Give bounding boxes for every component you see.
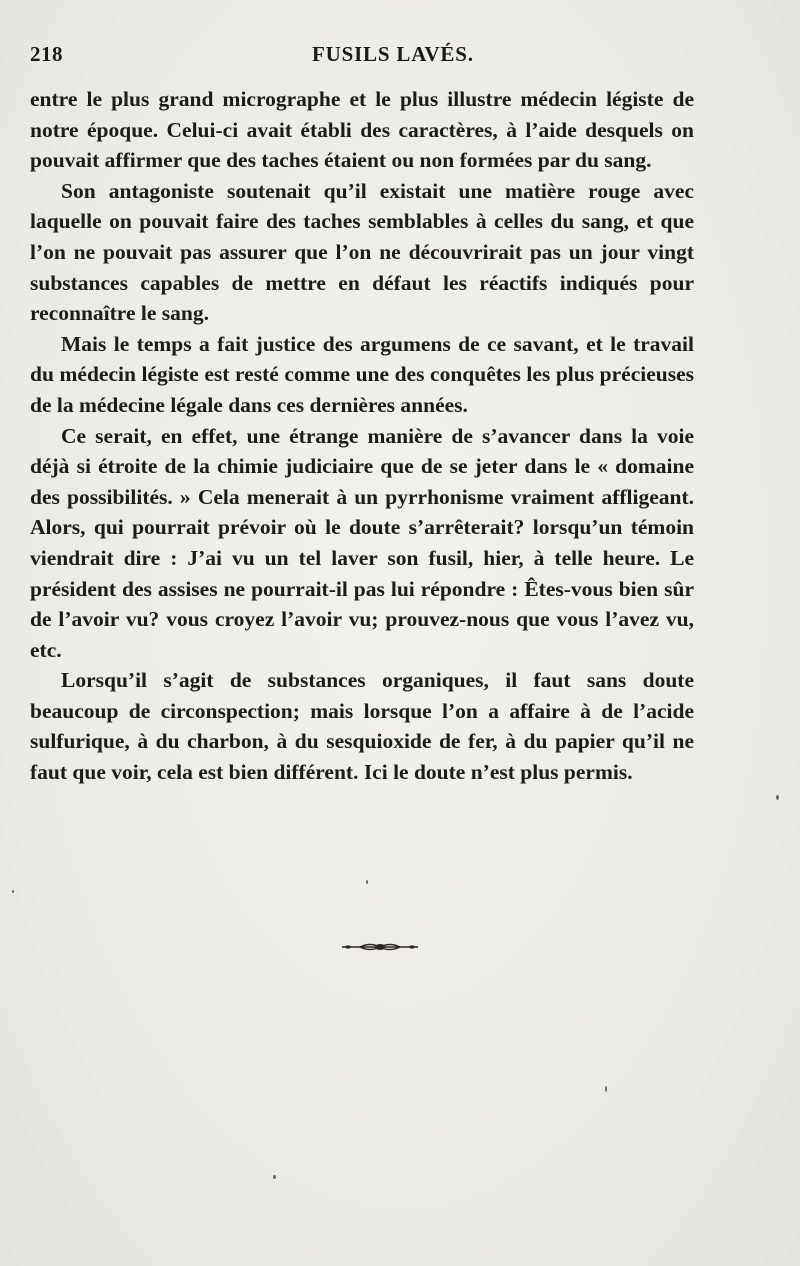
page-number: 218 xyxy=(30,42,63,66)
paragraph: Ce serait, en effet, une étrange manière de s’avancer dans la voie déjà si étroite de la chimie judiciaire que de se jeter dans le « domaine des possibilités. » Cela menerait à un pyrrhonisme vraiment affligeant. Alors, qui pourrait prévoir où le doute s’arrêterait? lorsqu’un témoin viendrait dire : J’ai vu un tel laver son fusil, hier, à telle heure. Le président des assises ne pourrait-il pas lui répondre : Êtes-vous bien sûr de l’avoir vu? vous croyez l’avoir vu; prouvez-nous que vous l’avez vu, etc. xyxy=(30,423,694,662)
paragraph: Son antagoniste soutenait qu’il existait une matière rouge avec laquelle on pouvait faire des taches semblables à celles du sang, et que l’on ne pouvait pas assurer que l’on ne découvrirait pas un jour vingt substances capables de mettre en défaut les réactifs indiqués pour reconnaître le sang. xyxy=(30,178,694,326)
speck xyxy=(273,1175,276,1179)
speck xyxy=(605,1086,607,1092)
paragraph: entre le plus grand micrographe et le plus illustre médecin légiste de notre époque. Celui-ci avait établi des caractères, à l’aide desquels on pouvait affirmer que des taches étaient ou non formées par du sang. xyxy=(30,87,694,173)
page-header xyxy=(30,42,730,72)
speck xyxy=(776,795,779,800)
running-title: FUSILS LAVÉS. xyxy=(312,42,474,66)
body-text xyxy=(30,84,694,788)
paragraph: Mais le temps a fait justice des argumens de ce savant, et le travail du médecin légiste est resté comme une des conquêtes les plus précieuses de la médecine légale dans ces dernières années. xyxy=(30,331,694,417)
speck xyxy=(366,880,368,884)
speck xyxy=(12,890,14,893)
paragraph: Lorsqu’il s’agit de substances organiques, il faut sans doute beaucoup de circonspection; mais lorsque l’on a affaire à de l’acide sulfurique, à du charbon, à du sesquioxide de fer, à du papier qu’il ne faut que voir, cela est bien différent. Ici le doute n’est plus permis. xyxy=(30,668,694,785)
tailpiece-ornament-icon xyxy=(340,940,420,954)
